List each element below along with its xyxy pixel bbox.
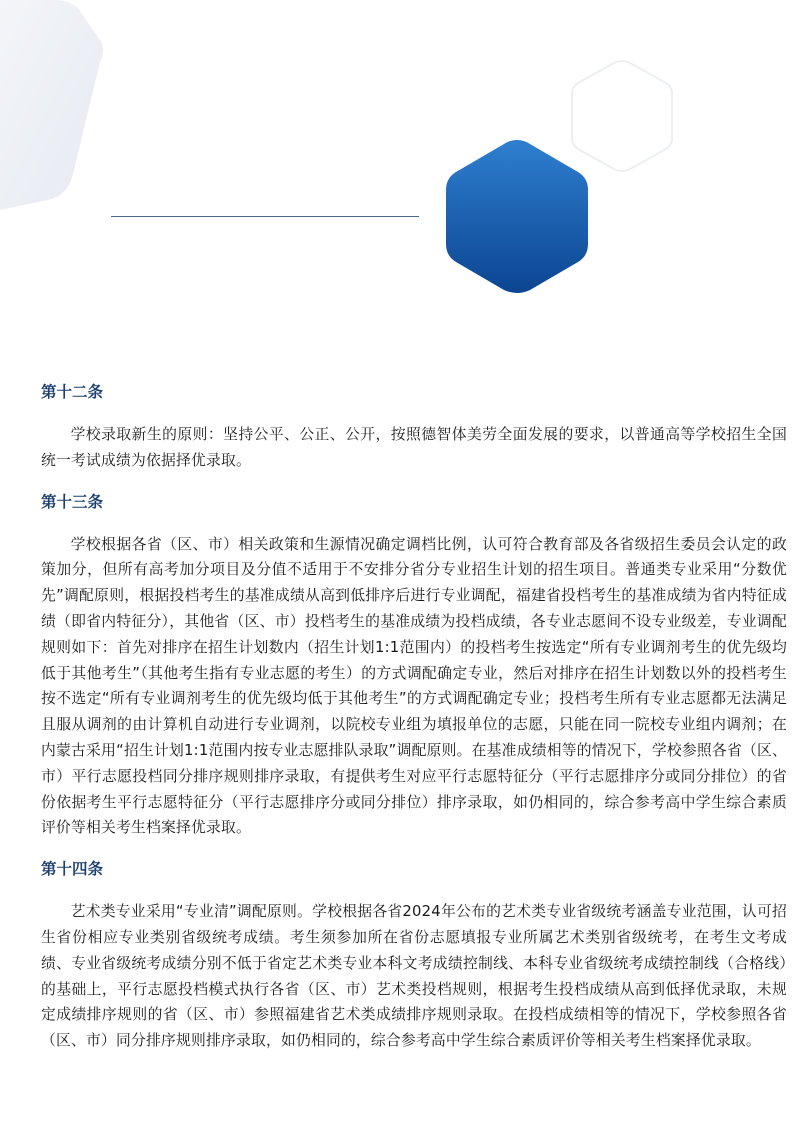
article-paragraph: 学校录取新生的原则：坚持公平、公正、公开，按照德智体美劳全面发展的要求，以普通高等学校招生全国统一考试成绩为依据择优录取。 — [41, 426, 787, 469]
article-14 — [41, 857, 787, 1054]
document-body — [41, 380, 787, 1054]
article-paragraph: 艺术类专业采用“专业清”调配原则。学校根据各省2024年公布的艺术类专业省级统考涵盖专业范围，认可招生省份相应专业类别省级统考成绩。考生须参加所在省份志愿填报专业所属艺术类别省级统考，在考生文考成绩、专业省级统考成绩分别不低于省定艺术类专业本科文考成绩控制线、本科专业省级统考成绩控制线（合格线）的基础上，平行志愿投档模式执行各省（区、市）艺术类投档规则，根据考生投档成绩从高到低择优录取，未规定成绩排序规则的省（区、市）参照福建省艺术类成绩排序规则录取。在投档成绩相等的情况下，学校参照各省（区、市）同分排序规则排序录取，如仍相同的，综合参考高中学生综合素质评价等相关考生档案择优录取。 — [41, 903, 787, 1050]
article-13 — [41, 490, 787, 842]
article-12 — [41, 380, 787, 474]
decorative-corner-shape — [0, 0, 110, 230]
header-divider-line — [111, 216, 419, 217]
article-heading: 第十三条 — [41, 492, 104, 511]
article-heading: 第十二条 — [41, 383, 104, 401]
blue-hexagon-decoration — [444, 138, 590, 296]
article-heading: 第十四条 — [41, 860, 104, 879]
article-paragraph: 学校根据各省（区、市）相关政策和生源情况确定调档比例，认可符合教育部及各省级招生委员会认定的政策加分，但所有高考加分项目及分值不适用于不安排分省分专业招生计划的招生项目。普通类专业采用“分数优先”调配原则，根据投档考生的基准成绩从高到低排序后进行专业调配，福建省投档考生的基准成绩为省内特征成绩（即省内特征分），其他省（区、市）投档考生的基准成绩为投档成绩，各专业志愿间不设专业级差，专业调配规则如下：首先对排序在招生计划数内（招生计划1:1范围内）的投档考生按选定“所有专业调剂考生的优先级均低于其他考生”（其他考生指有专业志愿的考生）的方式调配确定专业，然后对排序在招生计划数以外的投档考生按不选定“所有专业调剂考生的优先级均低于其他考生”的方式调配确定专业；投档考生所有专业志愿都无法满足且服从调剂的由计算机自动进行专业调剂，以院校专业组为填报单位的志愿，只能在同一院校专业组内调剂；在内蒙古采用“招生计划1:1范围内按专业志愿排队录取”调配原则。在基准成绩相等的情况下，学校参照各省（区、市）平行志愿投档同分排序规则排序录取，有提供考生对应平行志愿特征分（平行志愿排序分或同分排位）的省份依据考生平行志愿特征分（平行志愿排序分或同分排位）排序录取，如仍相同的，综合参考高中学生综合素质评价等相关考生档案择优录取。 — [41, 535, 787, 837]
